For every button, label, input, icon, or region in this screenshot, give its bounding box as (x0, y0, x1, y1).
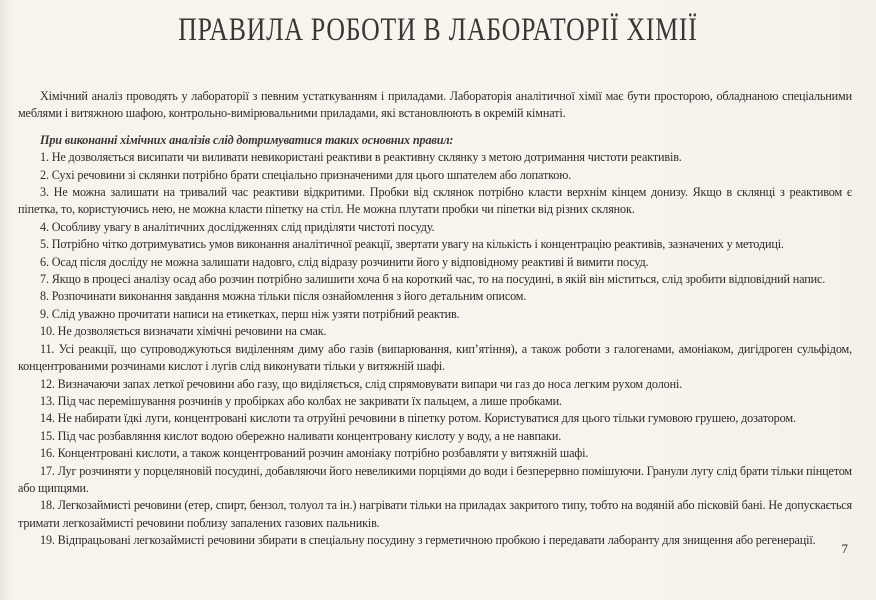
rule-item: 7. Якщо в процесі аналізу осад або розчин потрібно залишити хоча б на короткий час, то на посудині, в якій він міститься, слід зробити відповідний напис. (40, 272, 826, 287)
rule-item: 2. Сухі речовини зі склянки потрібно брати спеціально призначеними для цього шпателем або лопаткою. (40, 167, 572, 182)
rule-item: 18. Легкозаймисті речовини (етер, спирт, бензол, толуол та ін.) нагрівати тільки на приладах закритого типу, тобто на водяній або пісковій бані. Не допускається тримати легкозаймисті речовини поблизу запалених газових пальників. (18, 498, 852, 530)
rule-item: 17. Луг розчиняти у порцеляновій посудині, добавляючи його невеликими порціями до води і безперервно помішуючи. Гранули лугу слід брати тільки пінцетом або щипцями. (18, 463, 852, 495)
rule-item: 13. Під час перемішування розчинів у пробірках або колбах не закривати їх пальцем, а лише пробками. (40, 393, 562, 408)
rule-item: 16. Концентровані кислоти, а також концентрований розчин амоніаку потрібно розбавляти у витяжній шафі. (40, 446, 589, 461)
rule-item: 4. Особливу увагу в аналітичних дослідженнях слід приділяти чистоті посуду. (40, 219, 435, 234)
rule-item: 11. Усі реакції, що супроводжуються виділенням диму або газів (випарювання, кип’ятіння), а також роботи з галогенами, амоніаком, дигідроген сульфідом, концентрованими розчинами кислот і лугів слід виконувати тільки у витяжній шафі. (18, 341, 852, 374)
rule-item: 10. Не дозволяється визначати хімічні речовини на смак. (40, 324, 327, 339)
rule-item: 9. Слід уважно прочитати написи на етикетках, перш ніж узяти потрібний реактив. (40, 306, 460, 321)
rule-item: 19. Відпрацьовані легкозаймисті речовини збирати в спеціальну посудину з герметичною пробкою і передавати лаборанту для знищення або регенерації. (40, 533, 816, 548)
page-title-text: ПРАВИЛА РОБОТИ В ЛАБОРАТОРІЇ ХІМІЇ (178, 12, 698, 48)
document-body (18, 88, 852, 550)
intro-paragraph: Хімічний аналіз проводять у лабораторії з певним устаткуванням і приладами. Лабораторія аналітичної хімії має бути просторою, обладнаною спеціальними меблями і витяжною шафою, контрольно-вимірювальними приладами, які встановлюють в окремій кімнаті. (18, 89, 852, 121)
rule-item: 8. Розпочинати виконання завдання можна тільки після ознайомлення з його детальним описом. (40, 289, 527, 304)
rule-item: 12. Визначаючи запах леткої речовини або газу, що виділяється, слід спрямовувати випари чи газ до носа легким рухом долоні. (40, 376, 683, 391)
rule-item: 5. Потрібно чітко дотримуватись умов виконання аналітичної реакції, звертати увагу на кількість і концентрацію реактивів, зазначених у методиці. (40, 237, 784, 252)
page-title (0, 12, 876, 49)
rules-heading: При виконанні хімічних аналізів слід дотримуватися таких основних правил: (40, 132, 454, 147)
rule-item: 1. Не дозволяється висипати чи виливати невикористані реактиви в реактивну склянку з метою дотримання чистоти реактивів. (40, 150, 682, 165)
rule-item: 14. Не набирати їдкі луги, концентровані кислоти та отруйні речовини в піпетку ротом. Користуватися для цього тільки гумовою грушею, дозатором. (40, 411, 796, 426)
rule-item: 3. Не можна залишати на тривалий час реактиви відкритими. Пробки від склянок потрібно класти верхнім кінцем донизу. Якщо в склянці з реактивом є піпетка, то, користуючись нею, не можна класти піпетку на стіл. Не можна плутати пробки чи піпетки від різних склянок. (18, 185, 852, 217)
rule-item: 6. Осад після досліду не можна залишати надовго, слід відразу розчинити його у відповідному реактиві й вимити посуд. (40, 254, 649, 269)
rule-item: 15. Під час розбавляння кислот водою обережно наливати концентровану кислоту у воду, а не навпаки. (40, 428, 562, 443)
page-number: 7 (841, 541, 848, 556)
